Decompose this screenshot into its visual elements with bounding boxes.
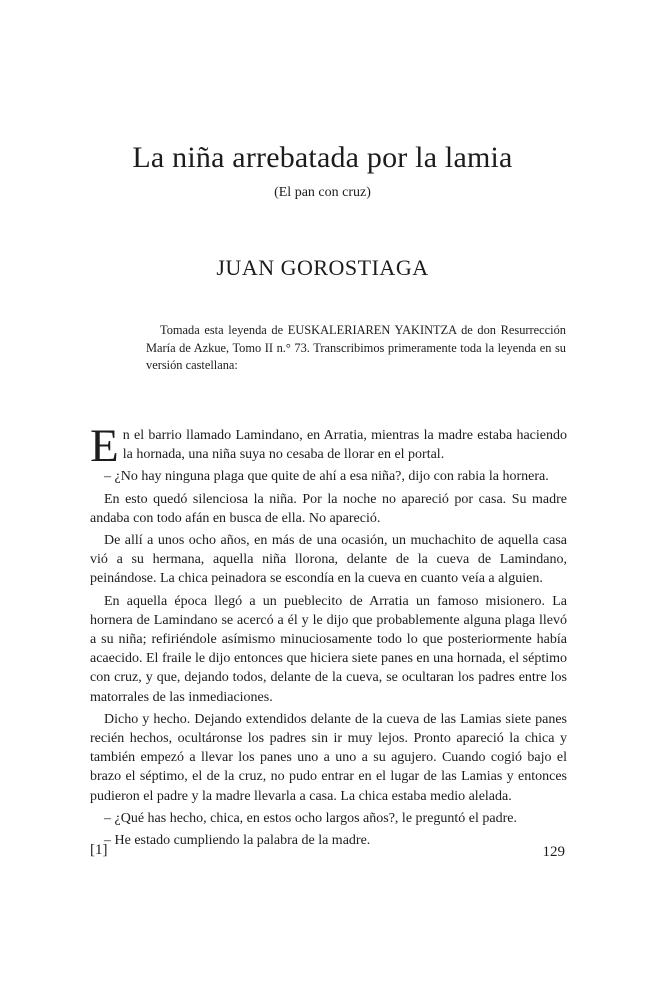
story-paragraph-2: – ¿No hay ninguna plaga que quite de ahí a esa niña?, dijo con rabia la hornera.: [104, 469, 549, 485]
page-number: 129: [542, 844, 565, 860]
article-title: La niña arrebatada por la lamia: [132, 141, 513, 174]
intro-note: Tomada esta leyenda de EUSKALERIAREN YAKINTZA de don Resurrección María de Azkue, Tomo II n.° 73. Transcribimos primeramente toda la leyenda en su versión castellana:: [146, 323, 566, 372]
story-body: [90, 420, 567, 853]
drop-cap: E: [90, 420, 119, 472]
story-paragraph-1-text: n el barrio llamado Lamindano, en Arratia, mientras la madre estaba haciendo la hornada, una niña suya no cesaba de llorar en el portal.: [122, 428, 567, 463]
section-marker: [1]: [90, 842, 108, 858]
story-paragraph-8: – He estado cumpliendo la palabra de la madre.: [104, 833, 371, 849]
article-author: JUAN GOROSTIAGA: [216, 255, 429, 280]
story-paragraph-5: En aquella época llegó a un pueblecito de Arratia un famoso misionero. La hornera de Lamindano se acercó a él y le dijo que probablemente alguna plaga llevó a su niña; refiriéndole asímismo minuciosamente todo lo que posteriormente había acaecido. El fraile le dijo entonces que hiciera siete panes en una hornada, el séptimo con cruz, y que, dejando todos, delante de la cueva, se ocultaran los padres entre los matorrales de las inmediaciones.: [90, 593, 567, 705]
story-paragraph-7: – ¿Qué has hecho, chica, en estos ocho largos años?, le preguntó el padre.: [104, 810, 517, 826]
story-paragraph-4: De allí a unos ocho años, en más de una ocasión, un muchachito de aquella casa vió a su hermana, aquella niña llorona, delante de la cueva de Lamindano, peinándose. La chica peinadora se escondía en la cueva en cuanto veía a alguien.: [90, 533, 567, 587]
story-paragraph-6: Dicho y hecho. Dejando extendidos delante de la cueva de las Lamias siete panes recién hechos, ocultáronse los padres sin ir muy lejos. Pronto apareció la chica y también empezó a llevar los panes uno a uno a su agujero. Cuando cogió bajo el brazo el séptimo, el de la cruz, no pudo entrar en el lugar de las Lamias y entonces pudieron el padre y la madre llevarla a casa. La chica estaba medio alelada.: [90, 711, 567, 804]
story-paragraph-1: [90, 420, 567, 472]
story-paragraph-3: En esto quedó silenciosa la niña. Por la noche no apareció por casa. Su madre andaba con todo afán en busca de ella. No apareció.: [90, 491, 567, 526]
article-subtitle: (El pan con cruz): [274, 185, 371, 200]
